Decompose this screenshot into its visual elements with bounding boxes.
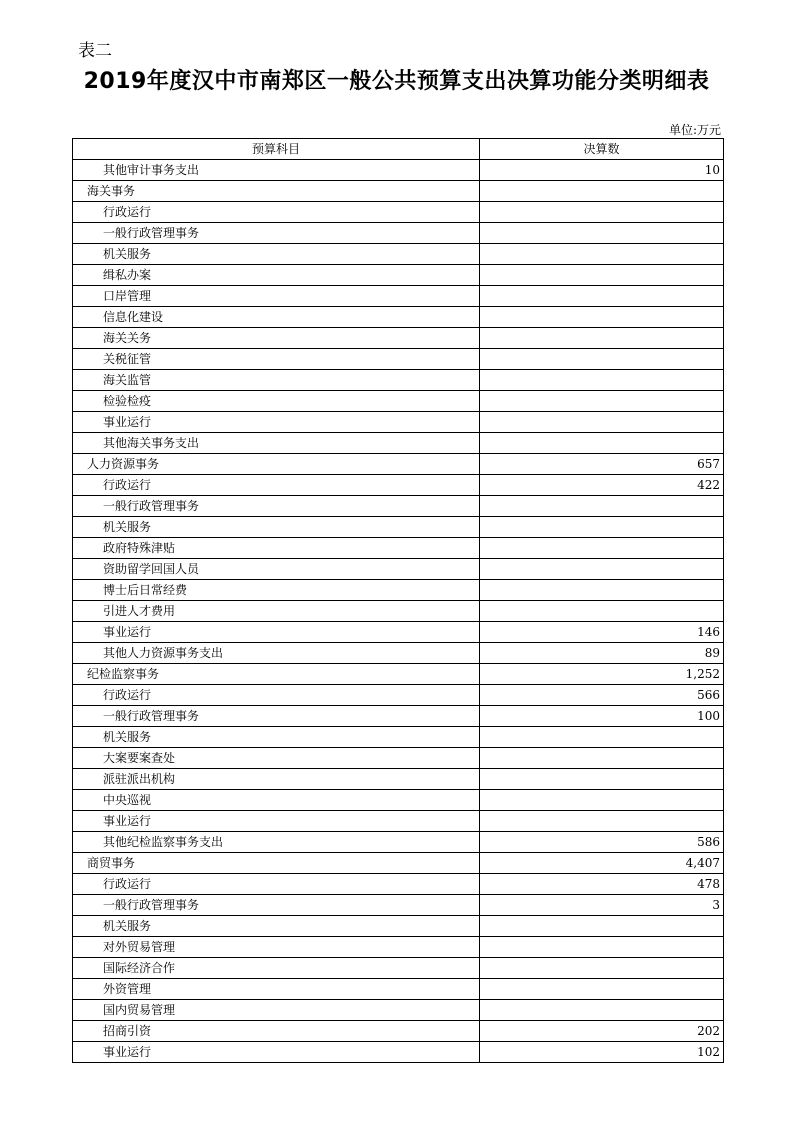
table-number-label: 表二 bbox=[78, 41, 112, 61]
table-row bbox=[73, 496, 724, 517]
table-row bbox=[73, 244, 724, 265]
row-item-value bbox=[480, 979, 724, 1000]
table-row bbox=[73, 727, 724, 748]
row-item-name: 行政运行 bbox=[73, 874, 480, 895]
table-body bbox=[73, 160, 724, 1063]
table-row bbox=[73, 916, 724, 937]
row-item-name: 一般行政管理事务 bbox=[73, 223, 480, 244]
table-row bbox=[73, 706, 724, 727]
table-row bbox=[73, 349, 724, 370]
row-item-value bbox=[480, 391, 724, 412]
row-item-value bbox=[480, 202, 724, 223]
table-row bbox=[73, 181, 724, 202]
row-item-name: 海关事务 bbox=[73, 181, 480, 202]
table-row bbox=[73, 685, 724, 706]
row-item-value bbox=[480, 580, 724, 601]
table-row bbox=[73, 223, 724, 244]
row-item-name: 招商引资 bbox=[73, 1021, 480, 1042]
row-item-value: 100 bbox=[480, 706, 724, 727]
row-item-value bbox=[480, 244, 724, 265]
table-row bbox=[73, 454, 724, 475]
row-item-value bbox=[480, 517, 724, 538]
row-item-name: 大案要案查处 bbox=[73, 748, 480, 769]
table-row bbox=[73, 202, 724, 223]
table-row bbox=[73, 853, 724, 874]
table-row bbox=[73, 559, 724, 580]
row-item-name: 资助留学回国人员 bbox=[73, 559, 480, 580]
row-item-value bbox=[480, 538, 724, 559]
unit-label: 单位:万元 bbox=[668, 123, 721, 137]
table-row bbox=[73, 664, 724, 685]
document-title: 2019年度汉中市南郑区一般公共预算支出决算功能分类明细表 bbox=[83, 69, 710, 94]
row-item-name: 其他海关事务支出 bbox=[73, 433, 480, 454]
row-item-value bbox=[480, 958, 724, 979]
table-row bbox=[73, 643, 724, 664]
row-item-name: 机关服务 bbox=[73, 517, 480, 538]
row-item-value: 89 bbox=[480, 643, 724, 664]
row-item-name: 一般行政管理事务 bbox=[73, 706, 480, 727]
row-item-name: 中央巡视 bbox=[73, 790, 480, 811]
row-item-name: 外资管理 bbox=[73, 979, 480, 1000]
row-item-name: 海关监管 bbox=[73, 370, 480, 391]
table-row bbox=[73, 265, 724, 286]
row-item-name: 缉私办案 bbox=[73, 265, 480, 286]
row-item-value bbox=[480, 769, 724, 790]
row-item-value bbox=[480, 349, 724, 370]
table-row bbox=[73, 601, 724, 622]
row-item-name: 检验检疫 bbox=[73, 391, 480, 412]
row-item-name: 一般行政管理事务 bbox=[73, 496, 480, 517]
budget-table bbox=[72, 138, 724, 1063]
header-budget-item: 预算科目 bbox=[73, 139, 480, 160]
row-item-value: 202 bbox=[480, 1021, 724, 1042]
row-item-value bbox=[480, 370, 724, 391]
row-item-value: 102 bbox=[480, 1042, 724, 1063]
row-item-value bbox=[480, 790, 724, 811]
table-row bbox=[73, 412, 724, 433]
row-item-value bbox=[480, 265, 724, 286]
table-row bbox=[73, 307, 724, 328]
row-item-value bbox=[480, 307, 724, 328]
row-item-name: 博士后日常经费 bbox=[73, 580, 480, 601]
row-item-value: 1,252 bbox=[480, 664, 724, 685]
table-row bbox=[73, 622, 724, 643]
row-item-name: 事业运行 bbox=[73, 1042, 480, 1063]
table-row bbox=[73, 811, 724, 832]
row-item-value bbox=[480, 916, 724, 937]
row-item-name: 海关关务 bbox=[73, 328, 480, 349]
row-item-value bbox=[480, 433, 724, 454]
table-row bbox=[73, 1021, 724, 1042]
table-row bbox=[73, 370, 724, 391]
row-item-value bbox=[480, 328, 724, 349]
row-item-value bbox=[480, 559, 724, 580]
header-final-amount: 决算数 bbox=[480, 139, 724, 160]
row-item-name: 一般行政管理事务 bbox=[73, 895, 480, 916]
row-item-name: 事业运行 bbox=[73, 811, 480, 832]
row-item-value bbox=[480, 496, 724, 517]
table-row bbox=[73, 517, 724, 538]
row-item-name: 行政运行 bbox=[73, 685, 480, 706]
row-item-name: 其他纪检监察事务支出 bbox=[73, 832, 480, 853]
row-item-name: 引进人才费用 bbox=[73, 601, 480, 622]
row-item-name: 行政运行 bbox=[73, 202, 480, 223]
row-item-value bbox=[480, 1000, 724, 1021]
table-row bbox=[73, 937, 724, 958]
table-row bbox=[73, 832, 724, 853]
row-item-name: 对外贸易管理 bbox=[73, 937, 480, 958]
row-item-value: 586 bbox=[480, 832, 724, 853]
row-item-name: 人力资源事务 bbox=[73, 454, 480, 475]
row-item-value: 10 bbox=[480, 160, 724, 181]
row-item-value bbox=[480, 811, 724, 832]
row-item-name: 机关服务 bbox=[73, 244, 480, 265]
row-item-name: 国内贸易管理 bbox=[73, 1000, 480, 1021]
row-item-name: 行政运行 bbox=[73, 475, 480, 496]
table-row bbox=[73, 580, 724, 601]
row-item-value: 3 bbox=[480, 895, 724, 916]
row-item-value bbox=[480, 727, 724, 748]
row-item-value bbox=[480, 937, 724, 958]
table-row bbox=[73, 538, 724, 559]
row-item-name: 事业运行 bbox=[73, 412, 480, 433]
row-item-name: 政府特殊津贴 bbox=[73, 538, 480, 559]
table-row bbox=[73, 328, 724, 349]
table-row bbox=[73, 748, 724, 769]
row-item-name: 关税征管 bbox=[73, 349, 480, 370]
row-item-value bbox=[480, 223, 724, 244]
row-item-value: 478 bbox=[480, 874, 724, 895]
table-row bbox=[73, 160, 724, 181]
row-item-name: 派驻派出机构 bbox=[73, 769, 480, 790]
table-header-row bbox=[73, 139, 724, 160]
table-row bbox=[73, 286, 724, 307]
row-item-value bbox=[480, 286, 724, 307]
table-row bbox=[73, 433, 724, 454]
row-item-value: 657 bbox=[480, 454, 724, 475]
table-row bbox=[73, 475, 724, 496]
table-row bbox=[73, 391, 724, 412]
row-item-value bbox=[480, 181, 724, 202]
row-item-name: 事业运行 bbox=[73, 622, 480, 643]
table-row bbox=[73, 1042, 724, 1063]
row-item-name: 其他人力资源事务支出 bbox=[73, 643, 480, 664]
table-row bbox=[73, 958, 724, 979]
row-item-name: 其他审计事务支出 bbox=[73, 160, 480, 181]
row-item-name: 机关服务 bbox=[73, 916, 480, 937]
row-item-name: 口岸管理 bbox=[73, 286, 480, 307]
row-item-value bbox=[480, 748, 724, 769]
row-item-value: 422 bbox=[480, 475, 724, 496]
row-item-name: 纪检监察事务 bbox=[73, 664, 480, 685]
row-item-value bbox=[480, 601, 724, 622]
row-item-value: 566 bbox=[480, 685, 724, 706]
row-item-name: 信息化建设 bbox=[73, 307, 480, 328]
table-row bbox=[73, 895, 724, 916]
table-row bbox=[73, 769, 724, 790]
table-row bbox=[73, 790, 724, 811]
table-row bbox=[73, 979, 724, 1000]
table-row bbox=[73, 1000, 724, 1021]
row-item-value bbox=[480, 412, 724, 433]
table-row bbox=[73, 874, 724, 895]
row-item-name: 机关服务 bbox=[73, 727, 480, 748]
row-item-value: 4,407 bbox=[480, 853, 724, 874]
row-item-value: 146 bbox=[480, 622, 724, 643]
row-item-name: 商贸事务 bbox=[73, 853, 480, 874]
row-item-name: 国际经济合作 bbox=[73, 958, 480, 979]
